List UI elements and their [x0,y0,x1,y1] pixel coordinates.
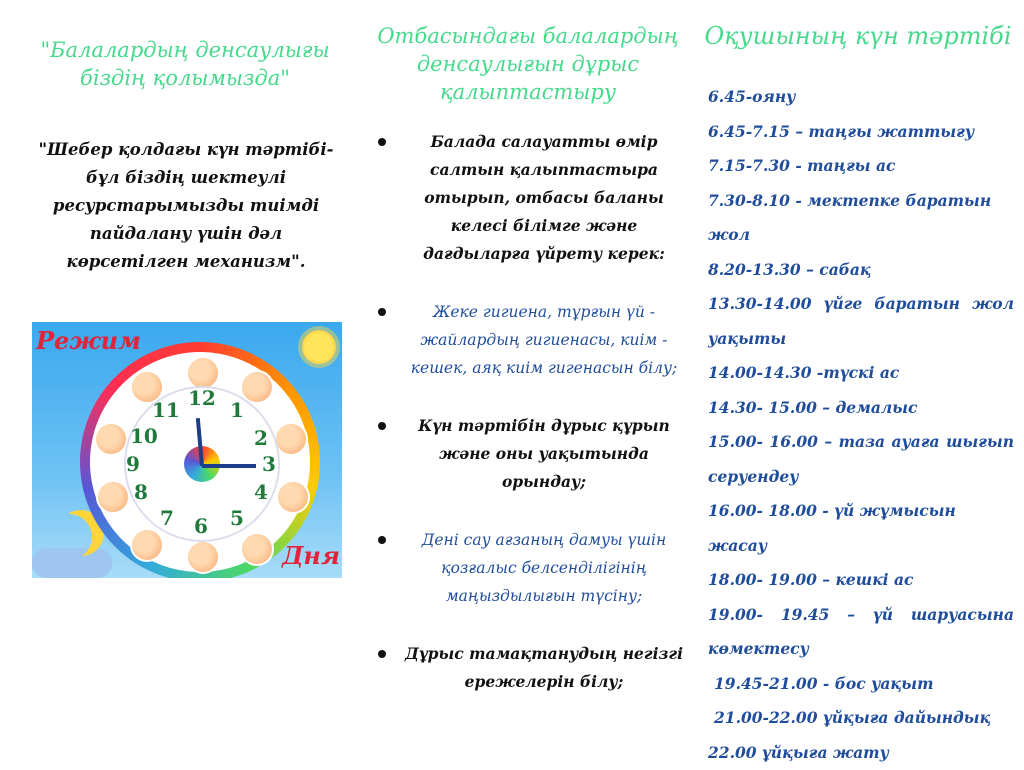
list-item: Жеке гигиена, тұрғын үй - жайлардың гигиенасы, киім - кешек, аяқ киім гигенасын білу; [368,298,688,382]
moon-icon [46,514,92,560]
child-figure-icon [94,422,128,456]
quote-text: "Шебер қолдағы күн тәртібі-бұл біздің шектеулі ресурстарымызды тиімді пайдалану үшін дәл көрсетілген механизм". [32,136,340,276]
bullet-icon [378,650,386,658]
clock-number: 7 [160,506,174,530]
schedule-item: 7.30-8.10 - мектепке баратын жол [708,184,1014,253]
middle-heading: Отбасындағы балалардың денсаулығын дұрыс қалыптастыру [368,22,688,106]
clock-number: 4 [254,480,268,504]
clock-hand-hour [202,464,256,468]
illustration-word-left: Режим [36,326,141,355]
clock-number: 12 [188,386,216,410]
clock-number: 5 [230,506,244,530]
schedule-item: 15.00- 16.00 – таза ауаға шығып серуендеу [708,425,1014,494]
clock-number: 3 [262,452,276,476]
schedule-item: 18.00- 19.00 – кешкі ас [708,563,1014,598]
schedule-item: 7.15-7.30 - таңғы ас [708,149,1014,184]
schedule-item: 14.00-14.30 -түскі ас [708,356,1014,391]
bullet-icon [378,308,386,316]
column-middle [368,0,688,696]
schedule-item: 16.00- 18.00 - үй жұмысын жасау [708,494,1014,563]
list-item: Дұрыс тамақтанудың негізгі ережелерін білу; [368,640,688,696]
schedule-list [708,80,1014,770]
child-figure-icon [96,480,130,514]
schedule-item: 8.20-13.30 – сабақ [708,253,1014,288]
list-item: Дені сау ағзаның дамуы үшін қозғалыс белсенділігінің маңыздылығын түсіну; [368,526,688,610]
column-left [20,0,350,276]
column-right [702,0,1014,770]
daily-routine-clock-illustration [32,322,342,578]
clock-number: 6 [194,514,208,538]
schedule-item: 19.45-21.00 - бос уақыт [708,667,1014,702]
child-figure-icon [186,356,220,390]
clock-number: 2 [254,426,268,450]
advice-list [368,128,688,696]
clock-number: 1 [230,398,244,422]
schedule-item: 21.00-22.00 ұйқыға дайындық [708,701,1014,736]
list-item: Балада салауатты өмір салтын қалыптастыра отырып, отбасы баланы келесі білімге және дағдыларға үйрету керек: [368,128,688,268]
clock-number: 10 [130,424,158,448]
child-figure-icon [276,480,310,514]
schedule-item: 22.00 ұйқыға жату [708,736,1014,770]
schedule-item: 6.45-7.15 – таңғы жаттығу [708,115,1014,150]
bullet-icon [378,536,386,544]
schedule-item: 13.30-14.00 үйге баратын жол уақыты [708,287,1014,356]
sun-icon [302,330,336,364]
schedule-item: 14.30- 15.00 – демалыс [708,391,1014,426]
child-figure-icon [130,528,164,562]
child-figure-icon [240,532,274,566]
clock-number: 8 [134,480,148,504]
schedule-item: 19.00- 19.45 – үй шаруасына көмектесу [708,598,1014,667]
child-figure-icon [186,540,220,574]
clock-face [124,386,280,542]
bullet-icon [378,422,386,430]
schedule-heading: Оқушының күн тәртібі [702,22,1014,50]
child-figure-icon [274,422,308,456]
clock-number: 9 [126,452,140,476]
illustration-word-right: Дня [282,541,340,570]
left-heading: "Балалардың денсаулығы біздің қолымызда" [20,36,350,92]
clock-number: 11 [152,398,180,422]
bullet-icon [378,138,386,146]
schedule-item: 6.45-ояну [708,80,1014,115]
list-item: Күн тәртібін дұрыс құрып және оны уақытында орындау; [368,412,688,496]
